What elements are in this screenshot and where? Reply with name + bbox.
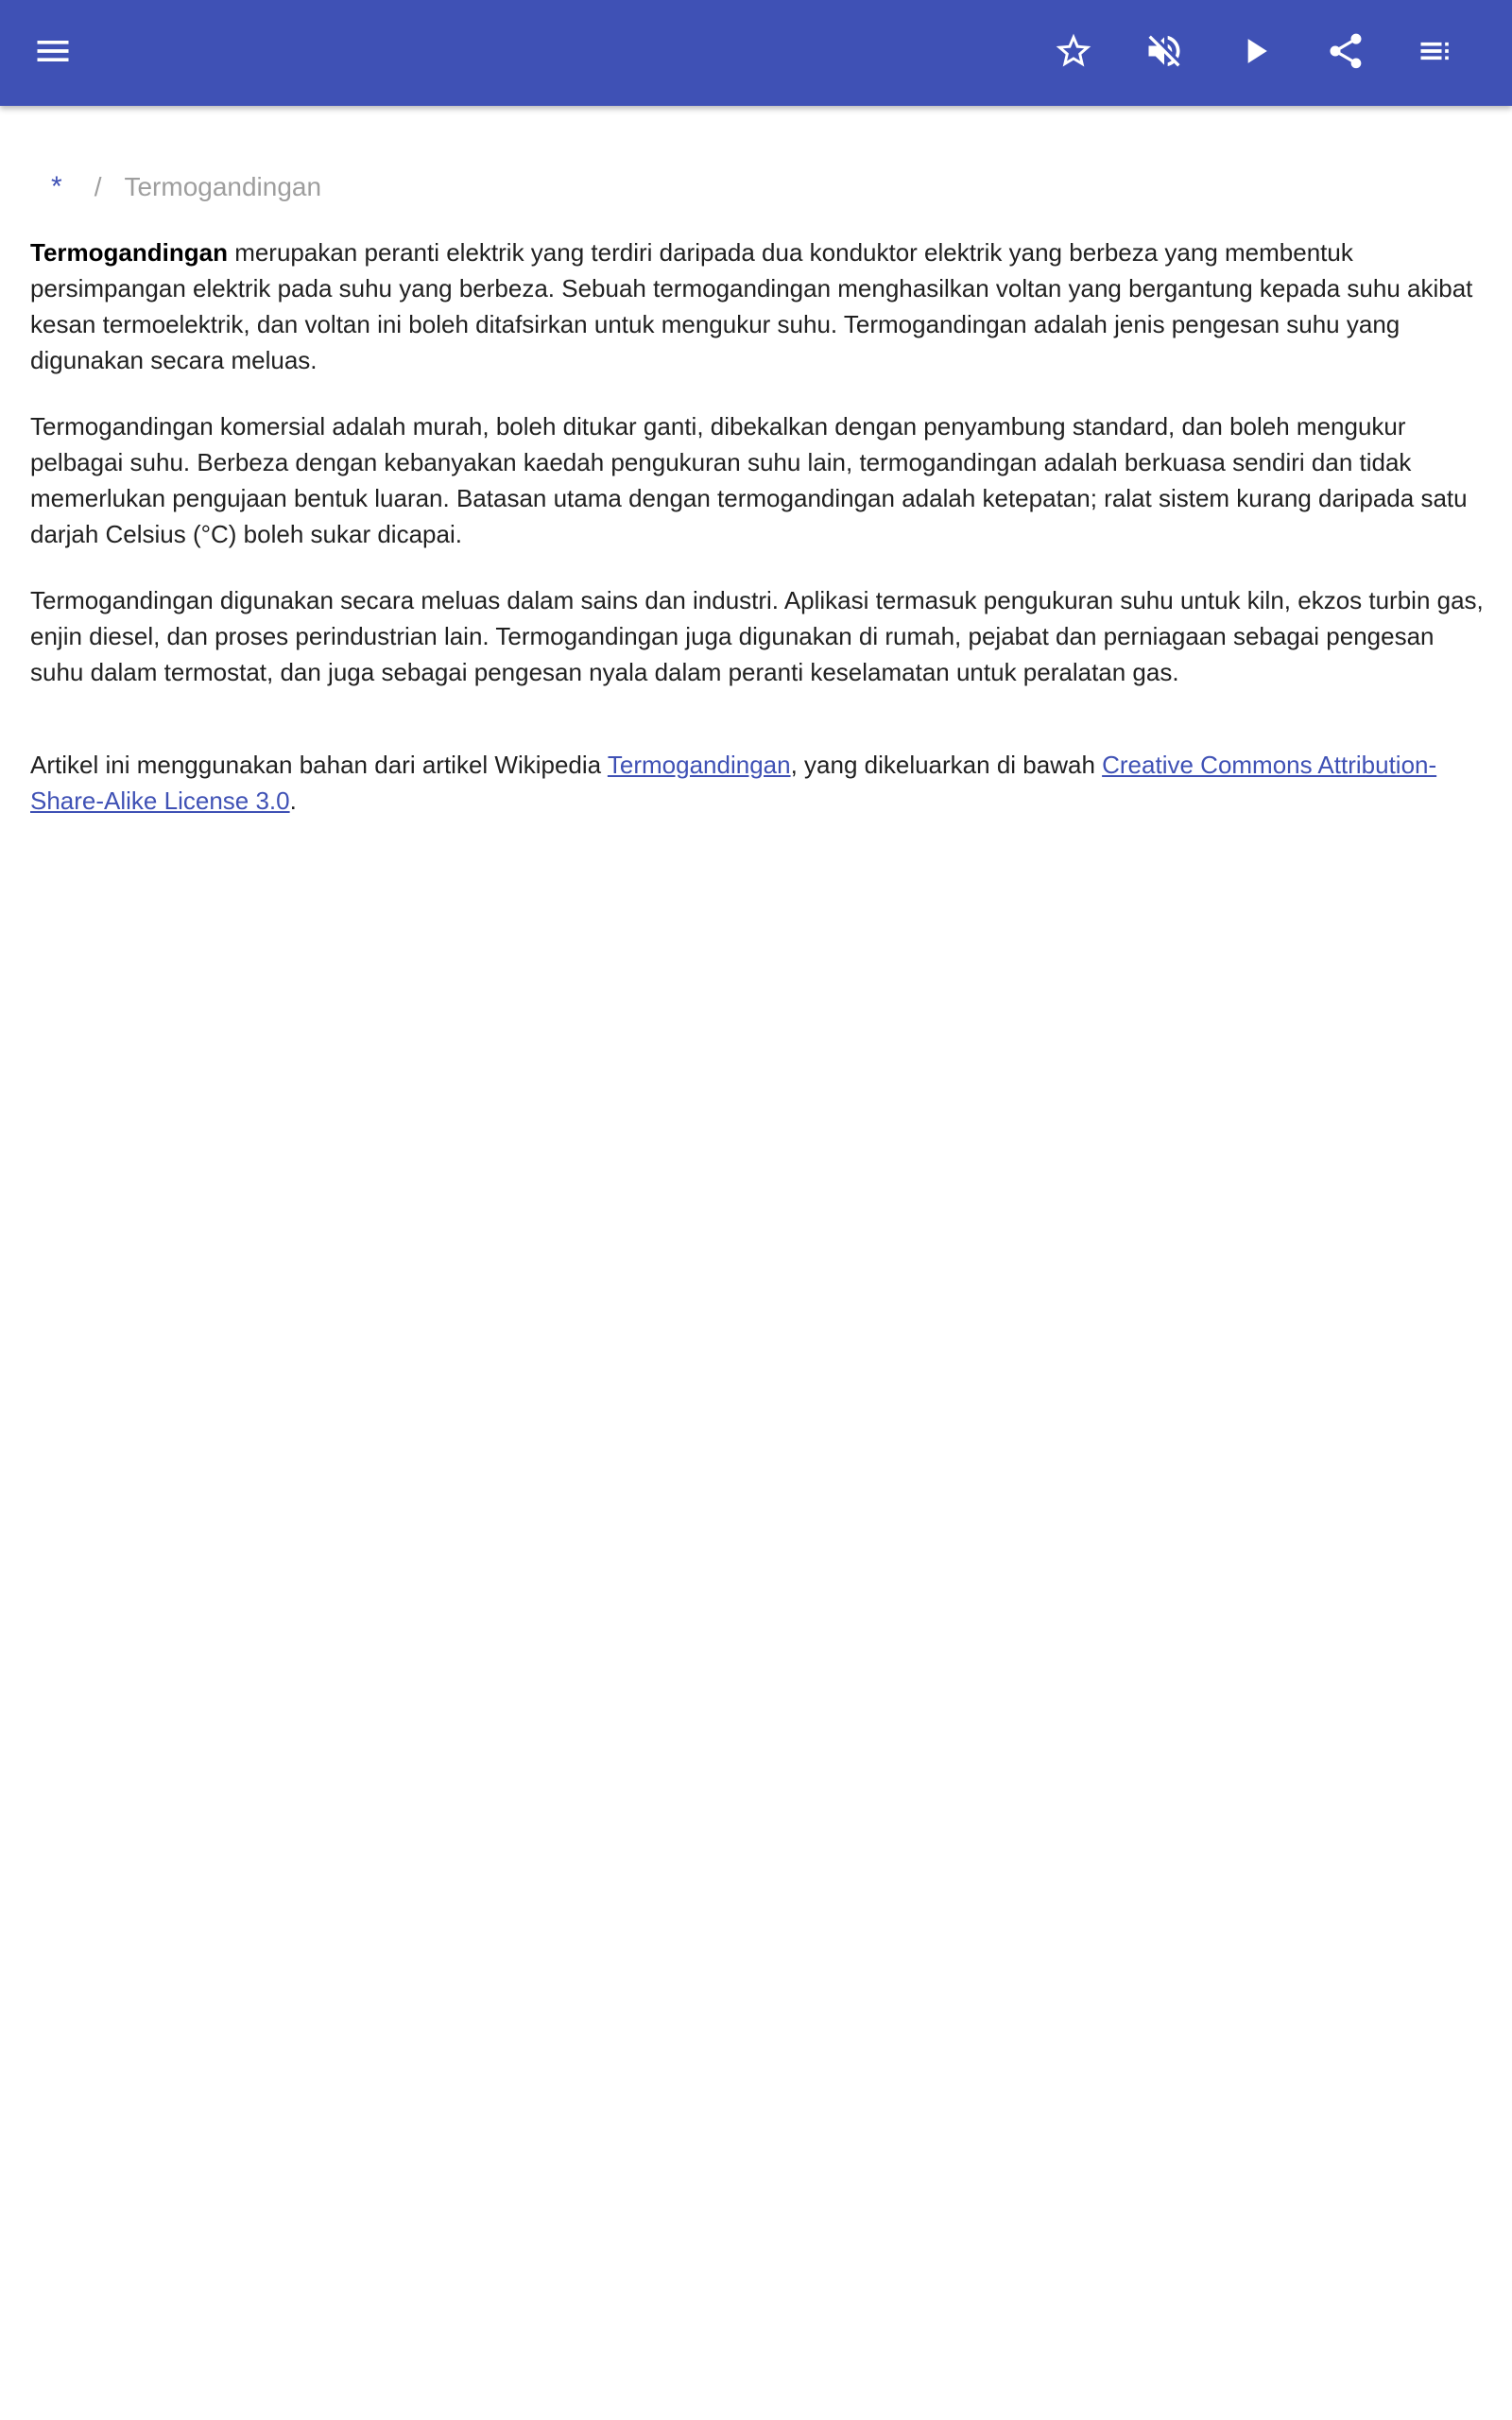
article-paragraph-1 [30, 234, 1486, 378]
volume-off-icon [1143, 30, 1185, 77]
mute-button[interactable] [1134, 23, 1194, 83]
share-button[interactable] [1315, 23, 1376, 83]
article-paragraph-3: Termogandingan digunakan secara meluas dalam sains dan industri. Aplikasi termasuk pengukuran suhu untuk kiln, ekzos turbin gas, enjin diesel, dan proses perindustrian lain. Termogandingan juga digunakan di rumah, pejabat dan perniagaan sebagai pengesan suhu dalam termostat, dan juga sebagai pengesan nyala dalam peranti keselamatan untuk peralatan gas. [30, 586, 1484, 686]
contents-button[interactable] [1406, 23, 1467, 83]
breadcrumb [30, 168, 1486, 206]
license-link[interactable]: Creative Commons Attribution-Share-Alike License 3.0 [30, 751, 1437, 815]
article-paragraph-2: Termogandingan komersial adalah murah, boleh ditukar ganti, dibekalkan dengan penyambung standard, dan boleh mengukur pelbagai suhu. Berbeza dengan kebanyakan kaedah pengukuran suhu lain, termogandingan adalah berkuasa sendiri dan tidak memerlukan pengujaan bentuk luaran. Batasan utama dengan termogandingan adalah ketepatan; ralat sistem kurang daripada satu darjah Celsius (°C) boleh sukar dicapai. [30, 412, 1468, 548]
attribution-suffix: . [289, 786, 297, 815]
attribution-prefix: Artikel ini menggunakan bahan dari artikel Wikipedia [30, 751, 608, 779]
wikipedia-article-link[interactable]: Termogandingan [607, 751, 791, 779]
share-icon [1325, 30, 1366, 77]
attribution [30, 747, 1486, 819]
star-outline-icon [1053, 30, 1094, 77]
breadcrumb-current: Termogandingan [124, 172, 322, 201]
play-button[interactable] [1225, 23, 1285, 83]
playlist-icon [1416, 30, 1457, 77]
favorite-button[interactable] [1043, 23, 1104, 83]
app-toolbar [0, 0, 1512, 106]
article-term: Termogandingan [30, 238, 228, 267]
breadcrumb-home-link[interactable]: * [51, 171, 62, 202]
attribution-middle: , yang dikeluarkan di bawah [790, 751, 1103, 779]
menu-icon [32, 30, 74, 77]
play-icon [1234, 30, 1276, 77]
article-body [30, 234, 1486, 690]
article-paragraph-1-text: merupakan peranti elektrik yang terdiri daripada dua konduktor elektrik yang berbeza yang membentuk persimpangan elektrik pada suhu yang berbeza. Sebuah termogandingan menghasilkan voltan yang bergantung kepada suhu akibat kesan termoelektrik, dan voltan ini boleh ditafsirkan untuk mengukur suhu. Termogandingan adalah jenis pengesan suhu yang digunakan secara meluas. [30, 238, 1473, 374]
breadcrumb-separator: / [94, 172, 102, 201]
menu-button[interactable] [23, 23, 83, 83]
main-content [30, 106, 1486, 819]
